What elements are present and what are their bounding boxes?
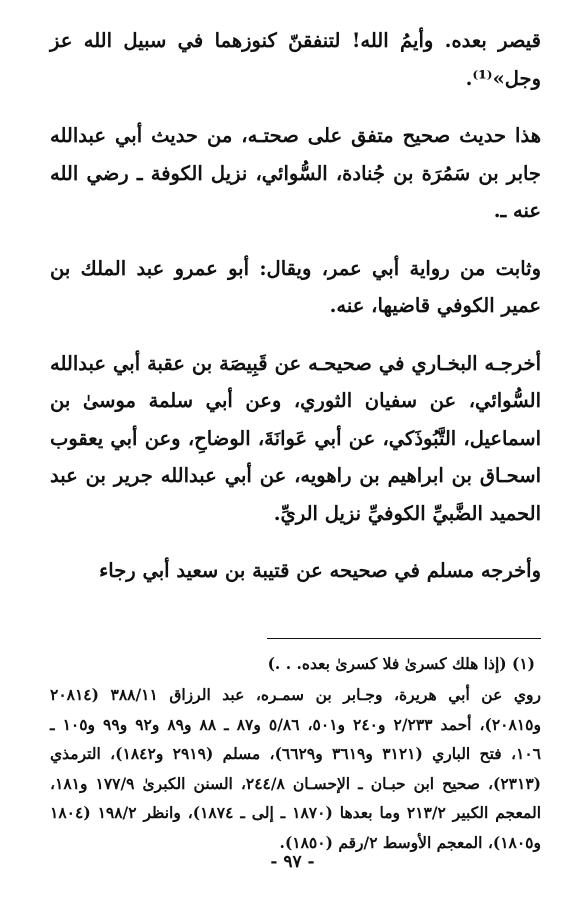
footnote-body: روي عن أبي هريرة، وجـابر بن سمـره، عبد الرزاق ٣٨٨/١١ (٢٠٨١٤ و٢٠٨١٥)، أحمد ٢/٢٣٣ و٢٤٠ و٥٠١، ٥/٨٦ و٨٧ ـ ٨٨ و٨٩ و٩٢ و٩٩ و١٠٥ ـ ١٠٦، فتح الباري (٣١٢١ و٣٦١٩ و٦٦٢٩)، مسلم (٢٩١٩ و١٨٤٢)، الترمذي (٢٣١٣)، صحيح ابن حبـان ـ الإحسـان ٢٤٤/٨، السنن الكبرىٰ ١٧٧/٩ و١٨١، المعجم الكبير ٢١٣/٢ وما بعدها (١٨٧٠ ـ إلى ـ ١٨٧٤)، وانظر ١٩٨/٢ (١٨٠٤ و١٨٠٥)، المعجم الأوسط ٢/رقم (١٨٥٠). [50, 685, 542, 852]
paragraph-2: هذا حديث صحيح متفق على صحتـه، من حديث أبي عبدالله جابر بن سَمُرَة بن جُنادة، السُّوائي، نزيل الكوفة ـ رضي الله عنه ـ. [50, 124, 541, 222]
paragraph-3: وثابت من رواية أبي عمر، ويقال: أبو عمرو عبد الملك بن عمير الكوفي قاضيها، عنه. [50, 256, 541, 317]
paragraph-4: أخرجـه البخـاري في صحيحـه عن قَبِيصَة بن عقبة أبي عبدالله السُّوائي، عن سفيان الثوري، وعن أبي سلمة موسىٰ بن اسماعيل، التَّبُوذَكي، عن أبي عَوانَةَ، الوضاحِ، وعن أبي يعقوب اسحـاق بن ابراهيم بن راهويه، عن أبي عبدالله جرير بن عبد الحميد الضَّبيِّ الكوفيِّ نزيل الريِّ. [50, 351, 541, 525]
footnotes [50, 649, 541, 858]
page-number: - ٩٧ - [270, 852, 315, 872]
paragraph-5: وأخرجه مسلم في صحيحه عن قتيبة بن سعيد أبي رجاء [99, 559, 541, 582]
footnote-separator [267, 638, 541, 639]
paragraph-1: قيصر بعده. وأيمُ الله! لتنفقنّ كنوزهما في سبيل الله عز وجل»⁽¹⁾. [50, 29, 541, 90]
footnote-heading: (١) (إذا هلك كسرىٰ فلا كسرىٰ بعده. . .) [267, 653, 535, 673]
